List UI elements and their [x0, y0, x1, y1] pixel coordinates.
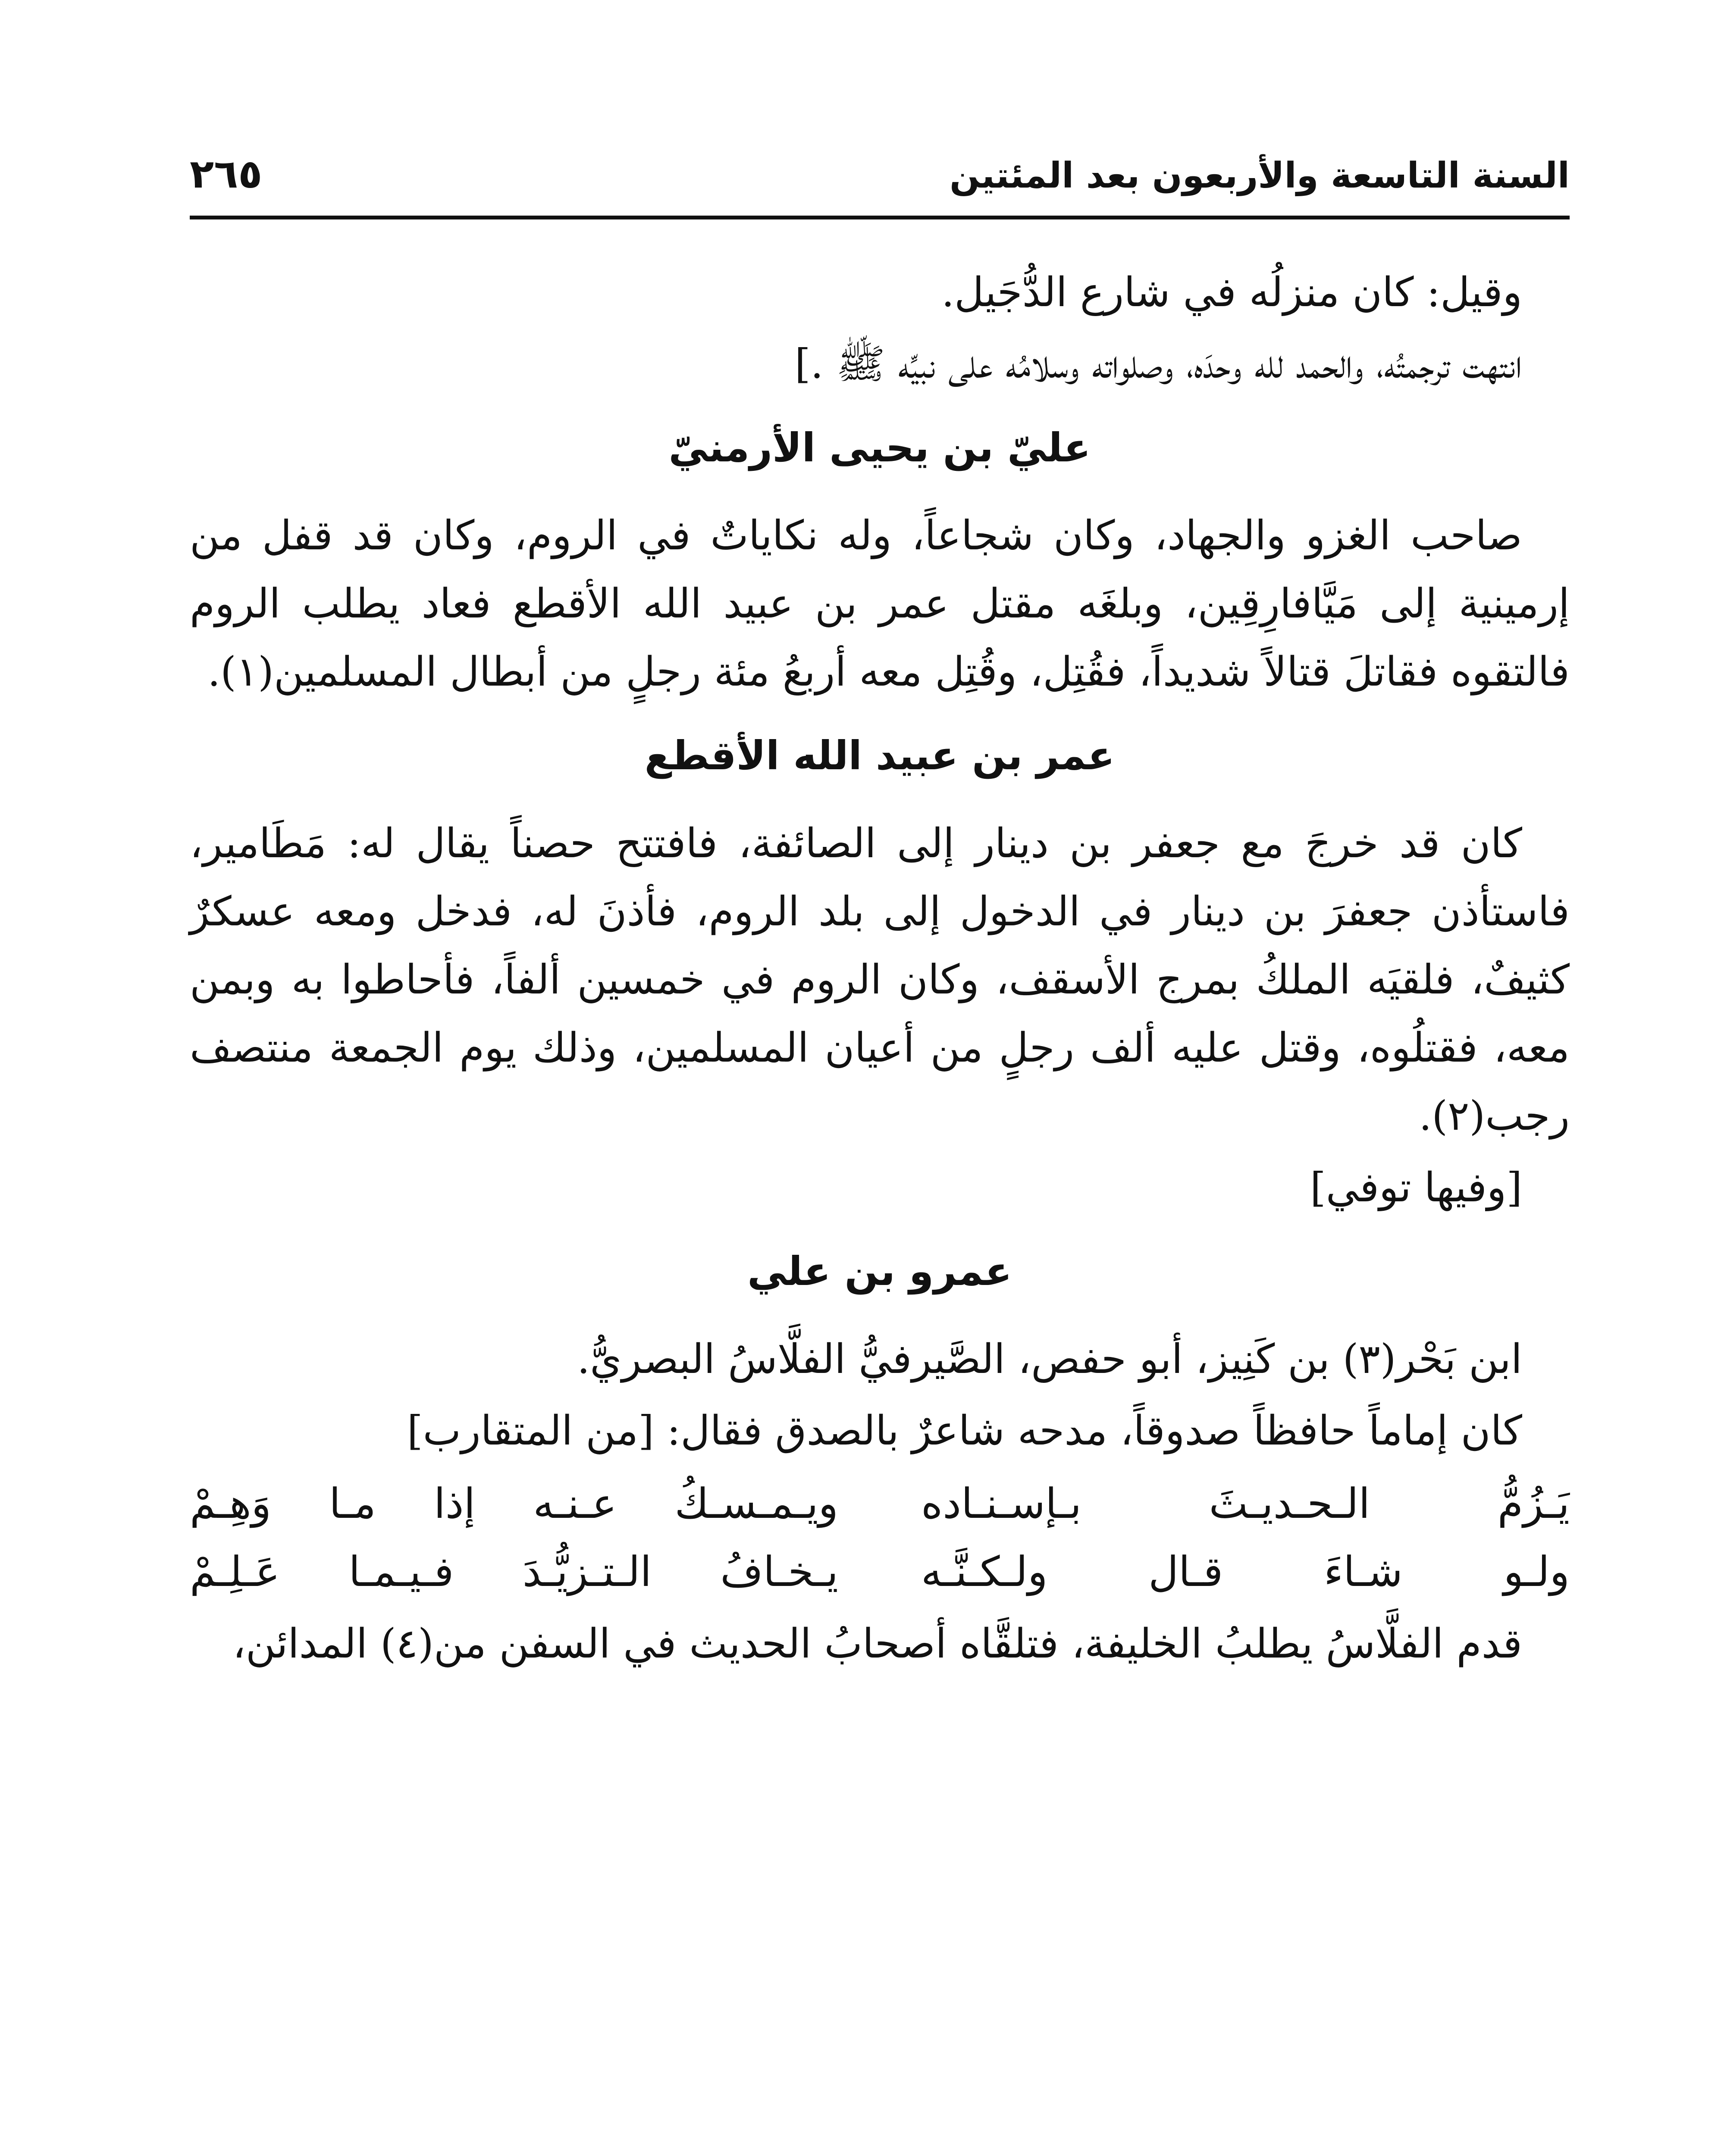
paragraph: انتهت ترجمتُه، والحمد لله وحدَه، وصلواته وسلامُه على نبيِّه ﷺ .]: [795, 341, 1522, 388]
paragraph: قدم الفلَّاسُ يطلبُ الخليفة، فتلقَّاه أصحابُ الحديث في السفن من(٤) المدائن،: [232, 1620, 1522, 1667]
verse-second-hemistich: يـخـافُ الـتـزيُّـدَ فـيـمـا عَـلِـمْ: [190, 1548, 838, 1596]
page-header: [190, 142, 1570, 219]
section-heading: عمر بن عبيد الله الأقطع: [644, 733, 1115, 779]
book-page: [190, 142, 1570, 2156]
paragraph: [وفيها توفي]: [1310, 1164, 1522, 1211]
paragraph: وقيل: كان منزلُه في شارع الدُّجَيل.: [941, 269, 1522, 316]
poem: [190, 1470, 1570, 1606]
running-title: السنة التاسعة والأربعون بعد المئتين: [950, 155, 1570, 196]
poem-verse: [190, 1538, 1570, 1606]
main-text: [190, 259, 1570, 1682]
paragraph: كان إماماً حافظاً صدوقاً، مدحه شاعرٌ بالصدق فقال: [من المتقارب]: [407, 1407, 1522, 1454]
page-number: ٢٦٥: [190, 151, 263, 197]
paragraph: صاحب الغزو والجهاد، وكان شجاعاً، وله نكاياتٌ في الروم، وكان قد قفل من إرمينية إلى مَيَّافارِقِين، وبلغَه مقتل عمر بن عبيد الله الأقطع فعاد يطلب الروم فالتقوه فقاتلَ قتالاً شديداً، فقُتِل، وقُتِل معه أربعُ مئة رجلٍ من أبطال المسلمين(١).: [190, 512, 1570, 696]
verse-first-hemistich: يَـزُمُّ الـحـديـثَ بـإسـنـاده: [921, 1479, 1570, 1528]
paragraph: كان قد خرجَ مع جعفر بن دينار إلى الصائفة، فافتتح حصناً يقال له: مَطَامير، فاستأذن جعفرَ بن دينار في الدخول إلى بلد الروم، فأذنَ له، فدخل ومعه عسكرٌ كثيفٌ، فلقيَه الملكُ بمرج الأسقف، وكان الروم في خمسين ألفاً، فأحاطوا به وبمن معه، فقتلُوه، وقتل عليه ألف رجلٍ من أعيان المسلمين، وذلك يوم الجمعة منتصف رجب(٢).: [190, 820, 1570, 1140]
section-heading: عمرو بن علي: [747, 1248, 1012, 1294]
poem-verse: [190, 1470, 1570, 1538]
verse-first-hemistich: ولـو شـاءَ قـال ولـكـنَّـه: [921, 1548, 1570, 1596]
paragraph: ابن بَحْر(٣) بن كَنِيز، أبو حفص، الصَّيرفيُّ الفلَّاسُ البصريُّ.: [577, 1336, 1522, 1383]
section-heading: عليّ بن يحيى الأرمنيّ: [668, 425, 1091, 471]
verse-second-hemistich: ويـمـسـكُ عـنـه إذا مـا وَهِـمْ: [190, 1479, 838, 1528]
